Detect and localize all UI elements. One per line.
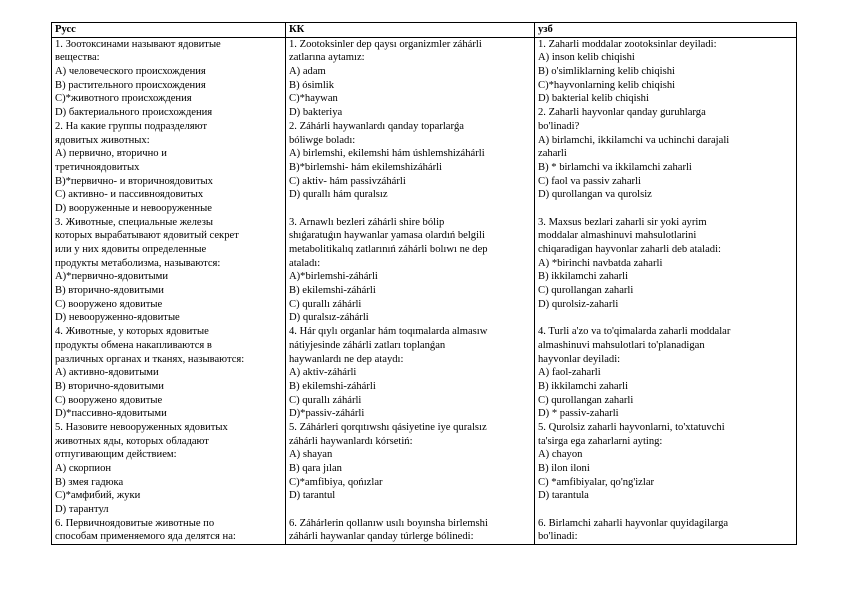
text-line: D) тарантул bbox=[55, 504, 109, 516]
text-line: C)*haywan bbox=[289, 93, 338, 105]
text-line: 4. Turli a'zo va to'qimalarda zaharli moddalar bbox=[538, 326, 731, 338]
text-line: способам применяемого яда делятся на: bbox=[55, 531, 236, 543]
text-line: shıǵaratuǵın haywanlar yamasa olardıń belgili bbox=[289, 230, 485, 242]
text-line: D)*passiv-záhárli bbox=[289, 408, 365, 420]
text-line: D) qurolsiz-zaharli bbox=[538, 298, 619, 310]
text-line: A) adam bbox=[289, 66, 326, 78]
text-line bbox=[538, 202, 793, 216]
text-line: С)*животного происхождения bbox=[55, 93, 192, 105]
text-line: 3. Maxsus bezlari zaharli sir yoki ayrim bbox=[538, 216, 707, 228]
text-line: 2. Zaharli hayvonlar qanday guruhlarga bbox=[538, 107, 706, 119]
text-line: B)*birlemshi- hám ekilemshizáhárli bbox=[289, 161, 442, 173]
text-line: A) chayon bbox=[538, 449, 583, 461]
text-line: или у них ядовиты определенные bbox=[55, 244, 207, 256]
text-line: C)*amfibiya, qońızlar bbox=[289, 476, 383, 488]
text-line: отпугивающим действием: bbox=[55, 449, 177, 461]
uzbek-column bbox=[535, 37, 797, 544]
text-line: 1. Zootoksinler dep qaysı organizmler záhárli bbox=[289, 38, 482, 50]
text-line: животных яды, которых обладают bbox=[55, 435, 209, 447]
text-line: B) ekilemshi-záhárli bbox=[289, 285, 376, 297]
text-line: C) *amfibiyalar, qo'ng'izlar bbox=[538, 476, 655, 488]
text-line: hayvonlar deyiladi: bbox=[538, 353, 621, 365]
header-karakalpak: КК bbox=[286, 23, 535, 38]
text-line: C) faol va passiv zaharli bbox=[538, 175, 641, 187]
text-line: А) скорпион bbox=[55, 463, 112, 475]
text-line: D) bakterial kelib chiqishi bbox=[538, 93, 649, 105]
header-russian: Русс bbox=[52, 23, 286, 38]
text-line: B) o'simliklarning kelib chiqishi bbox=[538, 66, 675, 78]
text-line: С) вооружено ядовитые bbox=[55, 394, 163, 406]
text-line: 5. Záhárleri qorqıtıwshı qásiyetine iye quralsız bbox=[289, 421, 487, 433]
text-line: B) ekilemshi-záhárli bbox=[289, 380, 376, 392]
text-line: D) qurollangan va qurolsiz bbox=[538, 189, 652, 201]
text-line: záhárli haywanlar qanday túrlerge bólinedi: bbox=[289, 531, 474, 543]
header-uzbek: узб bbox=[535, 23, 797, 38]
text-line: 6. Birlamchi zaharli hayvonlar quyidagilarga bbox=[538, 517, 729, 529]
text-line: bo'linadi: bbox=[538, 531, 578, 543]
text-line: D) qurallı hám quralsız bbox=[289, 189, 388, 201]
text-line: 3. Животные, специальные железы bbox=[55, 216, 214, 228]
text-line: В)*первично- и вторичноядовитых bbox=[55, 175, 213, 187]
text-line bbox=[289, 503, 531, 517]
text-line: A) birlamchi, ikkilamchi va uchinchi darajali bbox=[538, 134, 730, 146]
text-line: 4. Животные, у которых ядовитые bbox=[55, 326, 209, 338]
text-line: D) * passiv-zaharli bbox=[538, 408, 619, 420]
text-line: 4. Hár qıylı organlar hám toqımalarda almasıw bbox=[289, 326, 488, 338]
text-line: D) невооруженно-ядовитые bbox=[55, 312, 180, 324]
text-line: ataladı: bbox=[289, 257, 321, 269]
text-line: A) birlemshi, ekilemshi hám úshlemshizáhárli bbox=[289, 148, 485, 160]
text-line: D)*пассивно-ядовитыми bbox=[55, 408, 167, 420]
text-line: A)*birlemshi-záhárli bbox=[289, 271, 378, 283]
text-line: bo'linadi? bbox=[538, 120, 580, 132]
text-line: B) qara jılan bbox=[289, 463, 342, 475]
text-line: B) ikkilamchi zaharli bbox=[538, 271, 629, 283]
text-line: вещества: bbox=[55, 52, 100, 64]
text-line: А) человеческого происхождения bbox=[55, 66, 206, 78]
text-line: metabolitikalıq zatlarınıń záhárli bolıwı ne dep bbox=[289, 244, 488, 256]
content-row bbox=[52, 37, 797, 544]
text-line: moddalar almashinuvi mahsulotlarini bbox=[538, 230, 697, 242]
text-line: A) faol-zaharli bbox=[538, 367, 601, 379]
text-line: D) бактериального происхождения bbox=[55, 107, 213, 119]
text-line: С) активно- и пассивноядовитых bbox=[55, 189, 204, 201]
text-line: А) активно-ядовитыми bbox=[55, 367, 159, 379]
text-line: C)*hayvonlarning kelib chiqishi bbox=[538, 79, 676, 91]
text-line: bóliwge boladı: bbox=[289, 134, 356, 146]
text-line: ядовитых животных: bbox=[55, 134, 150, 146]
text-line: В) вторично-ядовитыми bbox=[55, 285, 164, 297]
text-line: B) * birlamchi va ikkilamchi zaharli bbox=[538, 161, 692, 173]
text-line bbox=[538, 311, 793, 325]
text-line: D) вооруженные и невооруженные bbox=[55, 202, 212, 214]
text-line: A) shayan bbox=[289, 449, 333, 461]
text-line: A) inson kelib chiqishi bbox=[538, 52, 635, 64]
text-line: третичноядовитых bbox=[55, 161, 140, 173]
text-line: продукты обмена накапливаются в bbox=[55, 339, 212, 351]
text-line: С) вооружено ядовитые bbox=[55, 298, 163, 310]
text-line: В) вторично-ядовитыми bbox=[55, 380, 164, 392]
text-line bbox=[289, 202, 531, 216]
text-line: C) qurollangan zaharli bbox=[538, 285, 634, 297]
text-line: chiqaradigan hayvonlar zaharli deb ataladi: bbox=[538, 244, 721, 256]
text-line: B) ikkilamchi zaharli bbox=[538, 380, 629, 392]
text-line: продукты метаболизма, называются: bbox=[55, 257, 221, 269]
text-line: D) bakteriya bbox=[289, 107, 343, 119]
text-line: C) qurollangan zaharli bbox=[538, 394, 634, 406]
text-line: A) aktiv-záhárli bbox=[289, 367, 357, 379]
text-line: zatlarına aytamız: bbox=[289, 52, 365, 64]
text-line: C) qurallı záhárli bbox=[289, 298, 362, 310]
text-line: 1. Зоотоксинами называют ядовитые bbox=[55, 38, 221, 50]
text-line: 6. Первичноядовитые животные по bbox=[55, 517, 215, 529]
text-line: 3. Arnawlı bezleri záhárli shire bólip bbox=[289, 216, 445, 228]
text-line: záhárli haywanlardı kórsetiń: bbox=[289, 435, 413, 447]
header-row bbox=[52, 23, 797, 38]
text-line: D) tarantul bbox=[289, 490, 336, 502]
text-line: С)*амфибий, жуки bbox=[55, 490, 141, 502]
text-line: ta'sirga ega zaharlarni ayting: bbox=[538, 435, 663, 447]
russian-column bbox=[52, 37, 286, 544]
text-line: 1. Zaharli moddalar zootoksinlar deyiladi: bbox=[538, 38, 717, 50]
text-line bbox=[538, 503, 793, 517]
text-line: C) qurallı záhárli bbox=[289, 394, 362, 406]
text-line: А)*первично-ядовитыми bbox=[55, 271, 168, 283]
text-line: А) первично, вторично и bbox=[55, 148, 167, 160]
text-line: 5. Назовите невооруженных ядовитых bbox=[55, 421, 228, 433]
text-line: различных органах и тканях, называются: bbox=[55, 353, 245, 365]
text-line: B) ósimlik bbox=[289, 79, 335, 91]
text-line: 2. На какие группы подразделяют bbox=[55, 120, 208, 132]
text-line: almashinuvi mahsulotlari to'planadigan bbox=[538, 339, 705, 351]
text-line: которых вырабатывают ядовитый секрет bbox=[55, 230, 239, 242]
text-line: zaharli bbox=[538, 148, 567, 160]
text-line: 5. Qurolsiz zaharli hayvonlarni, to'xtatuvchi bbox=[538, 421, 725, 433]
text-line: haywanlardı ne dep ataydı: bbox=[289, 353, 404, 365]
text-line: D) quralsız-záhárli bbox=[289, 312, 369, 324]
text-line: C) aktiv- hám passivzáhárli bbox=[289, 175, 406, 187]
karakalpak-column bbox=[286, 37, 535, 544]
text-line: B) ilon iloni bbox=[538, 463, 590, 475]
trilingual-question-table bbox=[51, 22, 797, 545]
text-line: В) растительного происхождения bbox=[55, 79, 206, 91]
text-line: D) tarantula bbox=[538, 490, 589, 502]
text-line: nátiyjesinde záhárli zatları toplanǵan bbox=[289, 339, 446, 351]
text-line: 6. Záhárlerin qollanıw usılı boyınsha birlemshi bbox=[289, 517, 488, 529]
text-line: В) змея гадюка bbox=[55, 476, 124, 488]
text-line: 2. Záhárli haywanlardı qanday toparlarǵa bbox=[289, 120, 465, 132]
text-line: A) *birinchi navbatda zaharli bbox=[538, 257, 663, 269]
